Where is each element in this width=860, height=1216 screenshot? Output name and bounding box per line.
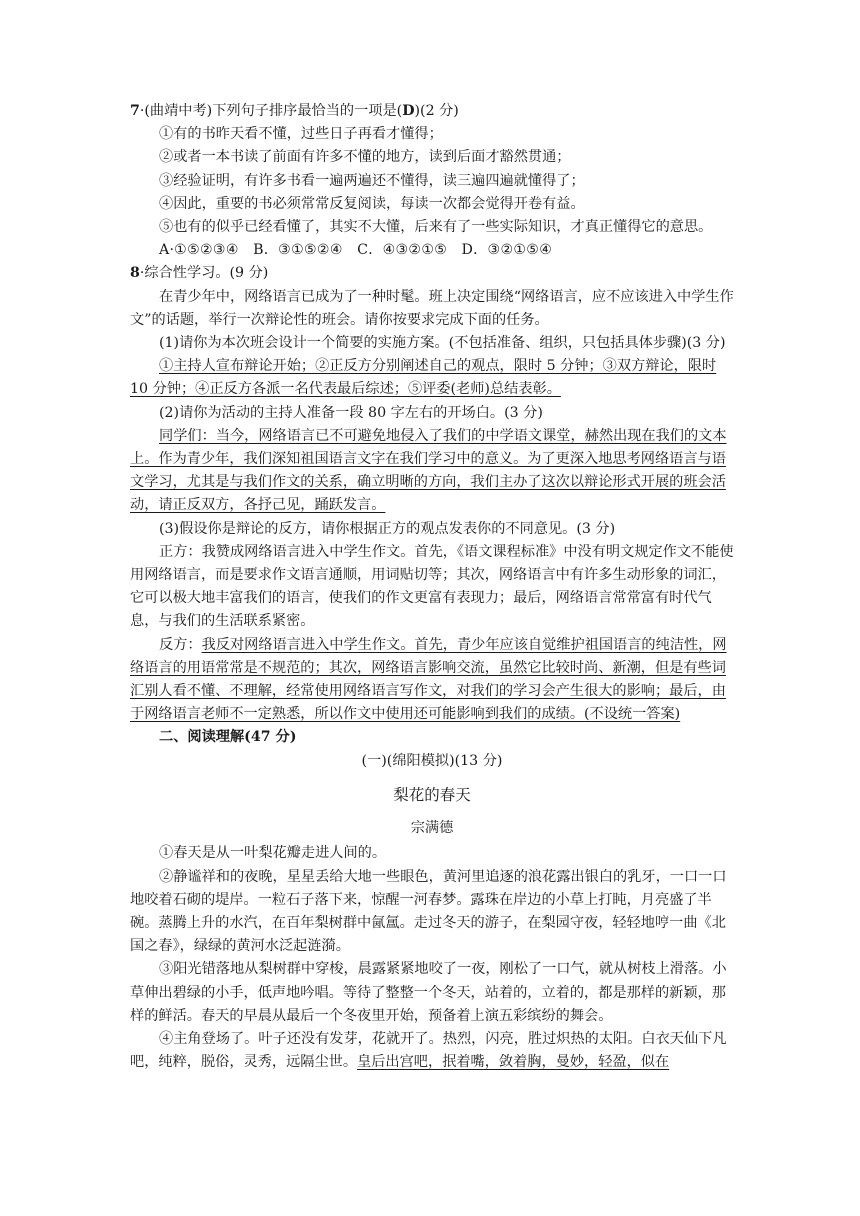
article-title: 梨花的春天	[393, 785, 471, 804]
q8-part2-question: (2)请你为活动的主持人准备一段 80 字左右的开场白。(3 分)	[159, 404, 543, 421]
article-para-4: ④主角登场了。叶子还没有发芽，花就开了。热烈，闪亮，胜过炽热的太阳。白衣天仙下凡吧，纯粹，脱俗，灵秀，远隔尘世。皇后出宫吧，抿着嘴，敛着胸，曼妙，轻盈，似在	[130, 1030, 727, 1071]
section-2-subheading: (一)(绵阳模拟)(13 分)	[361, 752, 503, 769]
q8-part1-question: (1)请你为本次班会设计一个简要的实施方案。(不包括准备、组织，只包括具体步骤)(3 分)	[159, 335, 726, 352]
q8-con-answer: 我反对网络语言进入中学生作文。首先，青少年应该自觉维护祖国语言的纯洁性，网络语言的用语常常是不规范的；其次，网络语言影响交流，虽然它比较时尚、新潮，但是有些词汇别人看不懂、不理解，经常使用网络语言写作文，对我们的学习会产生很大的影响；最后，由于网络语言老师不一定熟悉，所以作文中使用还可能影响到我们的成绩。(不设统一答案)	[130, 636, 727, 723]
question-7-answer: D	[402, 103, 415, 119]
q8-intro: 在青少年中，网络语言已成为了一种时髦。班上决定围绕“网络语言，应不应该进入中学生作文”的话题，举行一次辩论性的班会。请你按要求完成下面的任务。	[130, 288, 734, 328]
q7-item-1: ①有的书昨天看不懂，过些日子再看才懂得；	[159, 126, 443, 143]
q7-options: A·①⑤②③④ B．③①⑤②④ C．④③②①⑤ D．③②①⑤④	[159, 242, 553, 259]
section-2-heading: 二、阅读理解(47 分)	[159, 729, 297, 746]
question-7-stem: 7·(曲靖中考)下列句子排序最恰当的一项是(D)(2 分)	[130, 103, 459, 119]
article-para-1: ①春天是从一叶梨花瓣走进人间的。	[159, 845, 387, 862]
q7-item-2: ②或者一本书读了前面有许多不懂的地方，读到后面才豁然贯通；	[159, 149, 571, 166]
article-author: 宗满德	[410, 820, 454, 837]
q8-pro-side: 正方：我赞成网络语言进入中学生作文。首先，《语文课程标准》中没有明文规定作文不能使用网络语言，而是要求作文语言通顺，用词贴切等；其次，网络语言中有许多生动形象的词汇，它可以极大地丰富我们的语言，使我们的作文更富有表现力；最后，网络语言常常富有时代气息，与我们的生活联系紧密。	[130, 543, 734, 630]
q8-part2-answer: 同学们：当今，网络语言已不可避免地侵入了我们的中学语文课堂，赫然出现在我们的文本上。作为青少年，我们深知祖国语言文字在我们学习中的意义。为了更深入地思考网络语言与语文学习，尤其是与我们作文的关系，确立明晰的方向，我们主办了这次以辩论形式开展的班会活动，请正反双方，各抒己见，踊跃发言。	[130, 427, 727, 514]
q7-item-4: ④因此，重要的书必须常常反复阅读，每读一次都会觉得开卷有益。	[159, 195, 585, 212]
question-8-title: 8·综合性学习。(9 分)	[130, 265, 269, 282]
q8-part3-question: (3)假设你是辩论的反方，请你根据正方的观点发表你的不同意见。(3 分)	[159, 520, 616, 537]
article-para-3: ③阳光错落地从梨树群中穿梭，晨露紧紧地咬了一夜，刚松了一口气，就从树枝上滑落。小草伸出碧绿的小手，低声地吟唱。等待了整整一个冬天，站着的，立着的，都是那样的新颖，那样的鲜活。春天的早晨从最后一个冬夜里开始，预备着上演五彩缤纷的舞会。	[130, 961, 727, 1024]
q7-item-3: ③经验证明，有许多书看一遍两遍还不懂得，读三遍四遍就懂得了；	[159, 172, 585, 189]
document-page	[130, 100, 734, 1074]
article-para-2: ②静谧祥和的夜晚，星星丢给大地一些眼色，黄河里追逐的浪花露出银白的乳牙，一口一口地咬着石砌的堤岸。一粒石子落下来，惊醒一河春梦。露珠在岸边的小草上打盹，月亮盛了半碗。蒸腾上升的水汽，在百年梨树群中氤氲。走过冬天的游子，在梨园守夜，轻轻地哼一曲《北国之春》，绿绿的黄河水泛起涟漪。	[130, 868, 727, 955]
article-para-4-underlined: 皇后出宫吧，抿着嘴，敛着胸，曼妙，轻盈，似在	[357, 1054, 670, 1071]
q7-item-5: ⑤也有的似乎已经看懂了，其实不大懂，后来有了一些实际知识，才真正懂得它的意思。	[159, 219, 713, 236]
q8-part1-answer: ①主持人宣布辩论开始；②正反方分别阐述自己的观点，限时 5 分钟；③双方辩论，限时 10 分钟；④正反方各派一名代表最后综述；⑤评委(老师)总结表彰。	[130, 358, 717, 398]
q8-con-side: 反方：我反对网络语言进入中学生作文。首先，青少年应该自觉维护祖国语言的纯洁性，网络语言的用语常常是不规范的；其次，网络语言影响交流，虽然它比较时尚、新潮，但是有些词汇别人看不懂、不理解，经常使用网络语言写作文，对我们的学习会产生很大的影响；最后，由于网络语言老师不一定熟悉，所以作文中使用还可能影响到我们的成绩。(不设统一答案)	[130, 636, 727, 723]
